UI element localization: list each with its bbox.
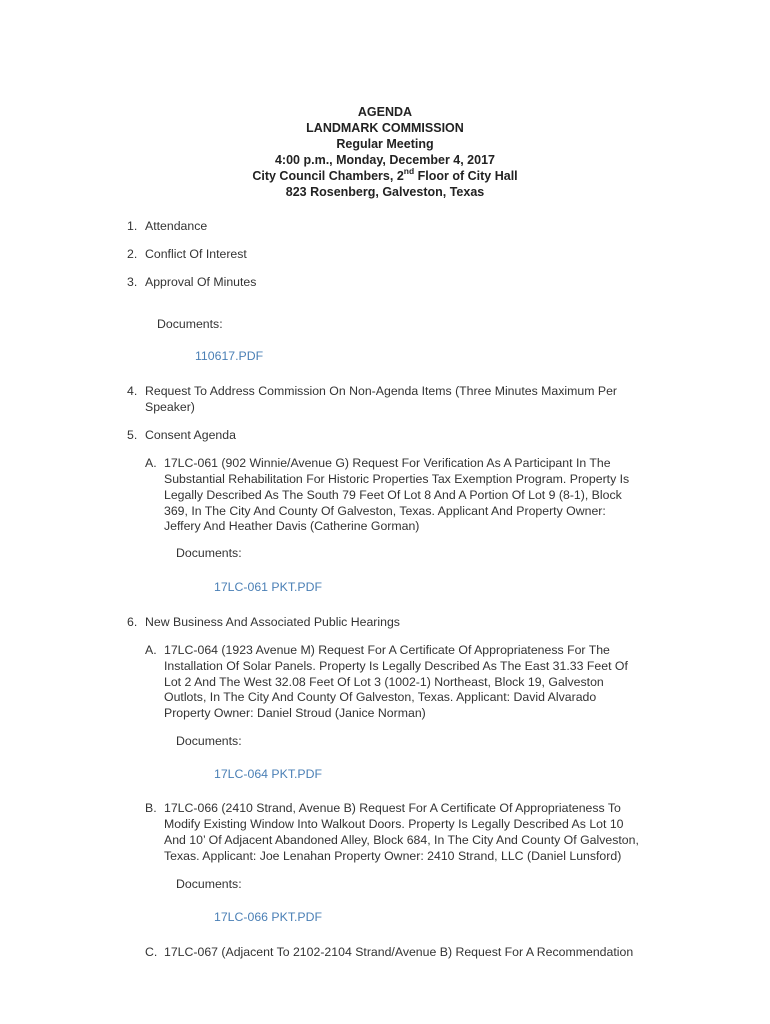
subitem-17lc-066-line2: Modify Existing Window Into Walkout Doors. Property Is Legally Described As Lot 10 — [164, 817, 624, 831]
item-number: 1. — [127, 219, 138, 233]
meeting-location — [0, 165, 770, 184]
subitem-17lc-064-line2: Installation Of Solar Panels. Property Is Legally Described As The East 31.33 Feet Of — [164, 659, 628, 673]
item-number: 5. — [127, 428, 138, 442]
subitem-17lc-064-line5: Property Owner: Daniel Stroud (Janice Norman) — [164, 706, 426, 720]
subitem-17lc-066-line4: Texas. Applicant: Joe Lenahan Property Owner: 2410 Strand, LLC (Daniel Lunsford) — [164, 849, 622, 863]
item-number: 2. — [127, 247, 138, 261]
document-link-17lc-061[interactable]: 17LC-061 PKT.PDF — [214, 580, 322, 594]
subitem-17lc-061-line1: 17LC-061 (902 Winnie/Avenue G) Request For Verification As A Participant In The — [164, 456, 611, 470]
subitem-17lc-061-line3: Legally Described As The South 79 Feet Of Lot 8 And A Portion Of Lot 9 (8-1), Block — [164, 488, 622, 502]
item-request-to-address-line2: Speaker) — [145, 400, 195, 414]
subitem-17lc-064-line3: Lot 2 And The West 32.08 Feet Of Lot 3 (1002-1) Northeast, Block 19, Galveston — [164, 675, 604, 689]
item-new-business: New Business And Associated Public Hearings — [145, 615, 400, 629]
item-number: 3. — [127, 275, 138, 289]
item-number: 4. — [127, 384, 138, 398]
document-link-17lc-066[interactable]: 17LC-066 PKT.PDF — [214, 910, 322, 924]
documents-label: Documents: — [176, 734, 242, 748]
item-consent-agenda: Consent Agenda — [145, 428, 236, 442]
document-link-110617[interactable]: 110617.PDF — [195, 349, 264, 363]
subitem-17lc-067-line1: 17LC-067 (Adjacent To 2102-2104 Strand/Avenue B) Request For A Recommendation — [164, 945, 634, 959]
subitem-17lc-064-line1: 17LC-064 (1923 Avenue M) Request For A Certificate Of Appropriateness For The — [164, 643, 610, 657]
subitem-17lc-061-line4: 369, In The City And County Of Galveston, Texas. Applicant And Property Owner: — [164, 504, 606, 518]
agenda-header — [0, 104, 770, 200]
subitem-17lc-061-line5: Jeffery And Heather Davis (Catherine Gorman) — [164, 519, 420, 533]
subitem-letter: A. — [145, 643, 157, 657]
meeting-type: Regular Meeting — [336, 137, 434, 151]
item-conflict-of-interest: Conflict Of Interest — [145, 247, 247, 261]
subitem-letter: A. — [145, 456, 157, 470]
commission-name: LANDMARK COMMISSION — [306, 121, 464, 135]
item-approval-of-minutes: Approval Of Minutes — [145, 275, 257, 289]
item-request-to-address-line1: Request To Address Commission On Non-Agenda Items (Three Minutes Maximum Per — [145, 384, 618, 398]
item-number: 6. — [127, 615, 138, 629]
subitem-17lc-064-line4: Outlots, In The City And County Of Galveston, Texas. Applicant: David Alvarado — [164, 690, 597, 704]
subitem-17lc-066-line1: 17LC-066 (2410 Strand, Avenue B) Request For A Certificate Of Appropriateness To — [164, 801, 621, 815]
subitem-letter: B. — [145, 801, 157, 815]
subitem-17lc-061-line2: Substantial Rehabilitation For Historic Properties Tax Exemption Program. Property Is — [164, 472, 630, 486]
documents-label: Documents: — [157, 317, 223, 331]
location-pre: City Council Chambers, 2 — [252, 169, 404, 183]
location-post: Floor of City Hall — [414, 169, 518, 183]
meeting-address: 823 Rosenberg, Galveston, Texas — [285, 185, 485, 199]
document-link-17lc-064[interactable]: 17LC-064 PKT.PDF — [214, 767, 322, 781]
agenda-title: AGENDA — [357, 105, 413, 119]
documents-label: Documents: — [176, 877, 242, 891]
item-attendance: Attendance — [145, 219, 208, 233]
subitem-letter: C. — [145, 945, 158, 959]
documents-label: Documents: — [176, 546, 242, 560]
subitem-17lc-066-line3: And 10’ Of Adjacent Abandoned Alley, Block 684, In The City And County Of Galveston, — [164, 833, 639, 847]
meeting-datetime: 4:00 p.m., Monday, December 4, 2017 — [274, 153, 495, 167]
location-sup: nd — [403, 165, 415, 176]
